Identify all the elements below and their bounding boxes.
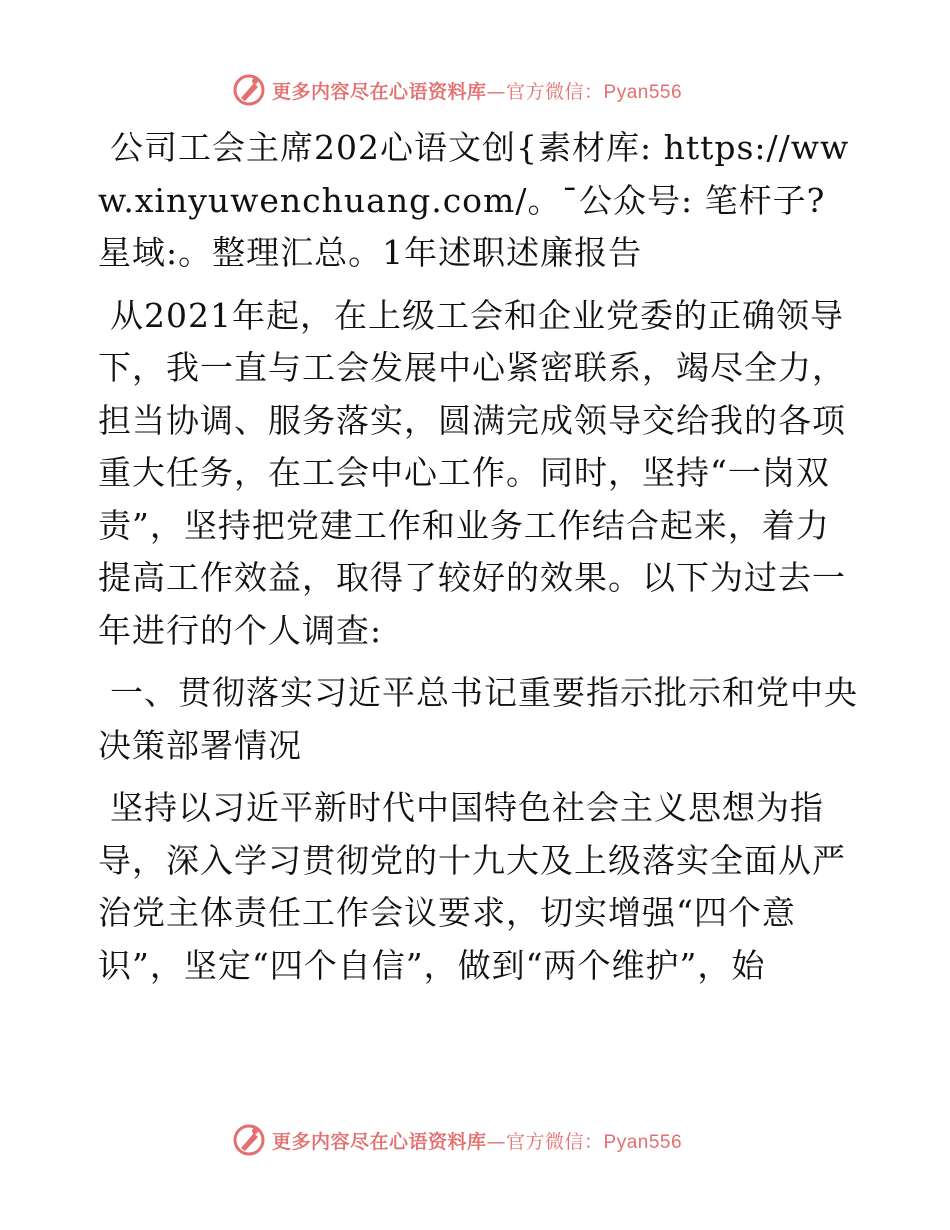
- watermark-wechat-id: Pyan556: [603, 81, 683, 103]
- watermark-dash: —: [486, 1130, 507, 1153]
- watermark-text: [272, 77, 682, 104]
- watermark-brand: 更多内容尽在心语资料库: [272, 80, 487, 103]
- intro-paragraph: 从2021年起，在上级工会和企业党委的正确领导下，我一直与工会发展中心紧密联系，竭尽全力，担当协调、服务落实，圆满完成领导交给我的各项重大任务，在工会中心工作。同时，坚持“一岗双责”，坚持把党建工作和业务工作结合起来，着力提高工作效益，取得了较好的效果。以下为过去一年进行的个人调查:: [98, 295, 846, 650]
- pen-seal-logo-icon: [232, 1123, 266, 1157]
- watermark-banner-top: [232, 70, 682, 110]
- watermark-brand: 更多内容尽在心语资料库: [272, 1130, 487, 1153]
- watermark-wechat-id: Pyan556: [603, 1131, 683, 1153]
- watermark-dash: —: [486, 80, 507, 103]
- section-body-paragraph: 坚持以习近平新时代中国特色社会主义思想为指导，深入学习贯彻党的十九大及上级落实全面从严治党主体责任工作会议要求，切实增强“四个意识”，坚定“四个自信”，做到“两个维护”，始: [98, 788, 846, 985]
- watermark-text: [272, 1127, 682, 1154]
- watermark-banner-bottom: [232, 1120, 682, 1160]
- watermark-official-label: 官方微信：: [506, 80, 604, 103]
- document-title-paragraph: 公司工会主席202心语文创{素材库: https://www.xinyuwenchuang.com/。¯公众号: 笔杆子?星域:。整理汇总。1年述职述廉报告: [98, 128, 850, 272]
- section-heading: 一、贯彻落实习近平总书记重要指示批示和党中央决策部署情况: [98, 673, 858, 765]
- watermark-official-label: 官方微信：: [506, 1130, 604, 1153]
- pen-seal-logo-icon: [232, 73, 266, 107]
- document-body: [98, 122, 858, 992]
